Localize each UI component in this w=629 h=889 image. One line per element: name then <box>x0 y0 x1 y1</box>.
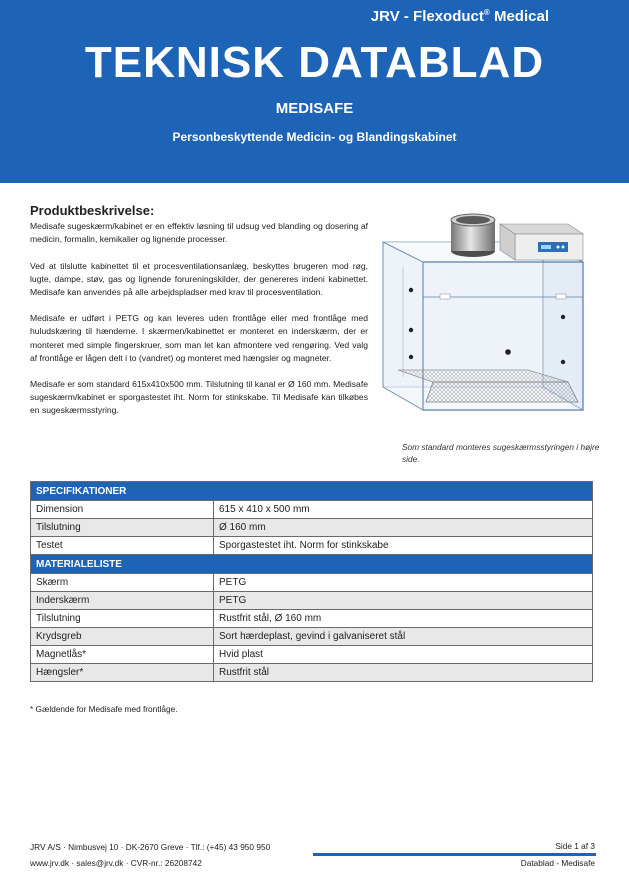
description-paragraph: Medisafe sugeskærm/kabinet er en effektiv løsning til udsug ved blanding og dosering af medicin, formalin, kemikalier og lignende processer. <box>30 221 368 245</box>
description-paragraph: Ved at tilslutte kabinettet til et procesventilationsanlæg, beskyttes brugeren mod røg, lugte, dampe, støv, gas og lignende forureningskilder, der genereres indeni kabinettet. Medisafe kan anvendes på alle arbejdspladser med krav til procesventilation. <box>30 260 368 298</box>
table-row <box>31 574 593 592</box>
spec-section-header: SPECIFIKATIONER <box>31 482 593 501</box>
table-row <box>31 592 593 610</box>
table-row <box>31 519 593 537</box>
row-label: Hængsler* <box>31 664 214 682</box>
row-value: Rustfrit stål, Ø 160 mm <box>214 610 593 628</box>
table-row <box>31 646 593 664</box>
row-label: Krydsgreb <box>31 628 214 646</box>
table-row <box>31 628 593 646</box>
row-label: Tilslutning <box>31 610 214 628</box>
row-value: PETG <box>214 574 593 592</box>
row-value: Rustfrit stål <box>214 664 593 682</box>
page-number: Side 1 af 3 <box>555 841 595 851</box>
description-heading: Produktbeskrivelse: <box>30 203 155 218</box>
material-section-header: MATERIALELISTE <box>31 555 593 574</box>
row-value: Hvid plast <box>214 646 593 664</box>
brand-name: JRV - Flexoduct® Medical <box>370 8 549 25</box>
spec-table <box>30 481 593 682</box>
row-label: Tilslutning <box>31 519 214 537</box>
table-row <box>31 610 593 628</box>
row-label: Magnetlås* <box>31 646 214 664</box>
row-label: Inderskærm <box>31 592 214 610</box>
row-value: Sporgastestet iht. Norm for stinkskabe <box>214 537 593 555</box>
section-header-row <box>31 555 593 574</box>
table-row <box>31 537 593 555</box>
footer-contact: www.jrv.dk · sales@jrv.dk · CVR-nr.: 26208742 <box>30 858 202 868</box>
product-description <box>30 204 368 431</box>
header-banner <box>0 0 629 183</box>
row-value: PETG <box>214 592 593 610</box>
product-subtitle: Personbeskyttende Medicin- og Blandingskabinet <box>172 130 457 144</box>
section-header-row <box>31 482 593 501</box>
row-value: Sort hærdeplast, gevind i galvaniseret stål <box>214 628 593 646</box>
description-paragraph: Medisafe er udført i PETG og kan leveres uden frontlåge eller med frontlåge med huludskæring til hænderne. I skærmen/kabinettet er monteret en inderskærm, der er monteret med simple fingerskruer, som man let kan afmontere ved rengøring. Ved valg af frontlåge er lågen delt i to (vandret) og monteret med hængsler og magneter. <box>30 313 368 363</box>
footnote: * Gældende for Medisafe med frontlåge. <box>30 704 178 714</box>
table-row <box>31 501 593 519</box>
table-row <box>31 664 593 682</box>
page-title: TEKNISK DATABLAD <box>84 38 545 87</box>
row-label: Testet <box>31 537 214 555</box>
document-name: Datablad - Medisafe <box>520 858 595 868</box>
row-label: Skærm <box>31 574 214 592</box>
figure-caption: Som standard monteres sugeskærmsstyringen i højre side. <box>402 442 600 464</box>
description-paragraph: Medisafe er som standard 615x410x500 mm. Tilslutning til kanal er Ø 160 mm. Medisafe sugeskærm/kabinet er sporgastestet iht. Norm for stinkskabe. Til Medisafe kan tilkøbes en sugeskærmsstyring. <box>30 379 368 416</box>
product-name: MEDISAFE <box>275 100 354 117</box>
footer-divider <box>313 853 596 856</box>
row-value: Ø 160 mm <box>214 519 593 537</box>
footer-address: JRV A/S · Nimbusvej 10 · DK-2670 Greve · Tlf.: (+45) 43 950 950 <box>30 842 271 852</box>
row-label: Dimension <box>31 501 214 519</box>
cabinet-product-image <box>378 212 598 437</box>
row-value: 615 x 410 x 500 mm <box>214 501 593 519</box>
